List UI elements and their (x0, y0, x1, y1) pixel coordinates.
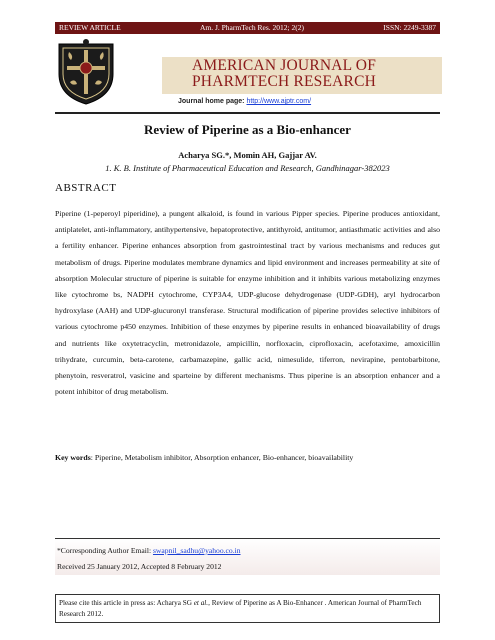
header-bar (55, 22, 440, 34)
citation-box (55, 594, 440, 623)
issn: ISSN: 2249-3387 (383, 23, 436, 32)
received-dates: Received 25 January 2012, Accepted 8 February 2012 (57, 562, 222, 571)
article-affiliation: 1. K. B. Institute of Pharmaceutical Education and Research, Gandhinagar-382023 (105, 163, 390, 173)
homepage-link[interactable]: http://www.ajptr.com/ (246, 98, 312, 105)
keywords (55, 452, 440, 464)
citation-etal: et al. (193, 599, 209, 607)
corresponding-author (57, 546, 241, 555)
homepage-label: Journal home page: (178, 98, 245, 105)
citation-prefix: Please cite this article in press as: Acharya SG (59, 599, 194, 607)
article-authors: Acharya SG.*, Momin AH, Gajjar AV. (178, 150, 317, 160)
article-type: REVIEW ARTICLE (59, 23, 121, 32)
article-title: Review of Piperine as a Bio-enhancer (144, 122, 351, 137)
journal-title-line1: AMERICAN JOURNAL OF (191, 57, 377, 74)
journal-logo-icon (55, 38, 117, 106)
journal-title (174, 58, 394, 90)
abstract-heading: ABSTRACT (55, 182, 117, 194)
keywords-list: : Piperine, Metabolism inhibitor, Absorption enhancer, Bio-enhancer, bioavailability (90, 453, 354, 462)
correspondence-box (55, 538, 440, 575)
citation-suffix: , Review of Piperine as A Bio-Enhancer . American Journal of PharmTech Research 2012. (59, 599, 422, 618)
abstract-text: Piperine (1-peperoyl piperidine), a pungent alkaloid, is found in various Pipper species. Piperine produces antioxidant, antiplatelet, anti-inflammatory, antihypertensive, hepatoprotective, antithyroid, antitumor, antiasthmatic activities and also a fertility enhancer. Piperine enhances absorption from gastrointestinal tract by various mechanisms and reduces gut metabolism of drugs. Piperine modulates membrane dynamics and lipid environment and increases permeability at site of absorption Molecular structure of piperine is suitable for enzyme inhibition and it inhibits various metabolizing enzymes like cytochrome bs, NADPH cytochrome, CYP3A4, UDP-glucose dehydrogenase (UDP-GDH), aryl hydrocarbon hydroxylase (AAH) and UDP-glucuronyl transferase. Structural modification of piperine provides selective inhibitors of various cytochrome p450 enzymes. Inhibition of these enzymes by piperine results in enhanced bioavailability of drugs and nutrients like oxytetracyclin, metronidazole, ampicillin, norfloxacin, ciprofloxacin, acefotaxime, amoxicillin trihydrate, curcumin, beta-carotene, carbamazepine, gallic acid, nimesulide, tiferron, nevirapine, pentobarbitone, phenytoin, resveratrol, vasicine and sparteine by different mechanisms. Thus piperine is an absorption enhancer and a potent inhibitor of drug metabolism. (55, 209, 440, 397)
journal-title-line2: PHARMTECH RESEARCH (191, 73, 377, 90)
journal-homepage (178, 98, 311, 105)
corresponding-email-link[interactable]: swapnil_sadhu@yahoo.co.in (152, 546, 241, 555)
corresponding-label: *Corresponding Author Email: (57, 546, 153, 555)
keywords-label: Key words (55, 453, 91, 462)
header-divider (55, 112, 440, 114)
journal-citation: Am. J. PharmTech Res. 2012; 2(2) (199, 23, 305, 32)
